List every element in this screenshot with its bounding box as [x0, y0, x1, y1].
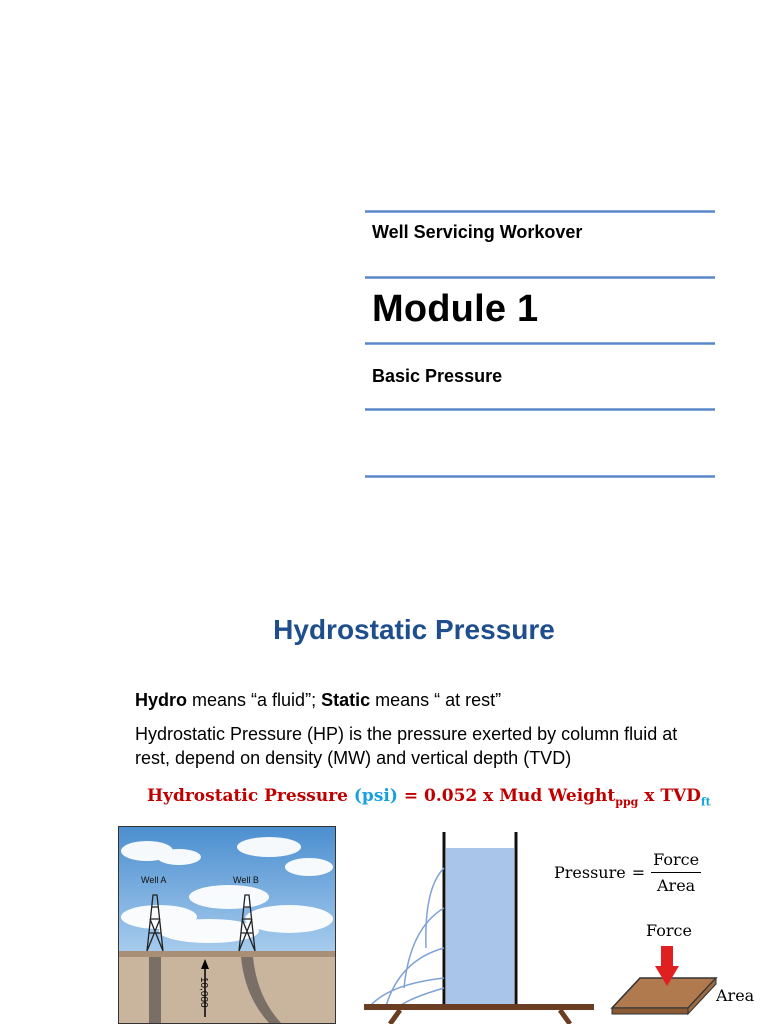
- divider-rule: [365, 342, 715, 345]
- divider-rule: [365, 475, 715, 478]
- topic-title: Basic Pressure: [372, 366, 503, 386]
- module-title: Module 1: [372, 288, 539, 330]
- divider-rule: [365, 210, 715, 213]
- wells-photo: [118, 826, 336, 1024]
- divider-rule: [365, 408, 715, 411]
- formula-unit: (psi): [353, 786, 398, 806]
- pressure-lhs: Pressure: [554, 863, 626, 882]
- well-b-label: Well B: [233, 875, 259, 885]
- fraction-denominator: Area: [657, 876, 696, 895]
- formula-tvd-sub: ft: [700, 795, 711, 809]
- divider-rule: [365, 276, 715, 279]
- hydro-static-meaning: [135, 688, 501, 712]
- force-label: Force: [646, 921, 692, 940]
- force-area-diagram: [608, 920, 768, 1024]
- definition-text: Hydrostatic Pressure (HP) is the pressure exerted by column fluid at rest, depend on density (MW) and vertical depth (TVD): [135, 724, 678, 768]
- static-word: Static: [321, 690, 371, 710]
- static-meaning: means “ at rest”: [370, 690, 502, 710]
- equals-sign: =: [631, 863, 646, 882]
- formula-lhs: Hydrostatic Pressure: [147, 786, 354, 806]
- formula-rhs: = 0.052 x Mud Weight: [397, 786, 616, 806]
- course-title: Well Servicing Workover: [372, 222, 583, 242]
- well-a-label: Well A: [141, 875, 167, 885]
- force-area-fraction: [651, 850, 701, 895]
- hydro-meaning: means “a fluid”;: [187, 690, 322, 710]
- area-label: Area: [716, 986, 755, 1005]
- pressure-equation: [554, 850, 701, 895]
- fraction-numerator: Force: [651, 850, 701, 873]
- hydrostatic-formula: [147, 786, 711, 808]
- hydro-word: Hydro: [135, 690, 188, 710]
- formula-mw-sub: ppg: [615, 795, 639, 809]
- depth-label: 10,000: [198, 977, 209, 1008]
- formula-tvd: x TVD: [638, 786, 701, 806]
- slide-title: Hydrostatic Pressure: [273, 614, 555, 645]
